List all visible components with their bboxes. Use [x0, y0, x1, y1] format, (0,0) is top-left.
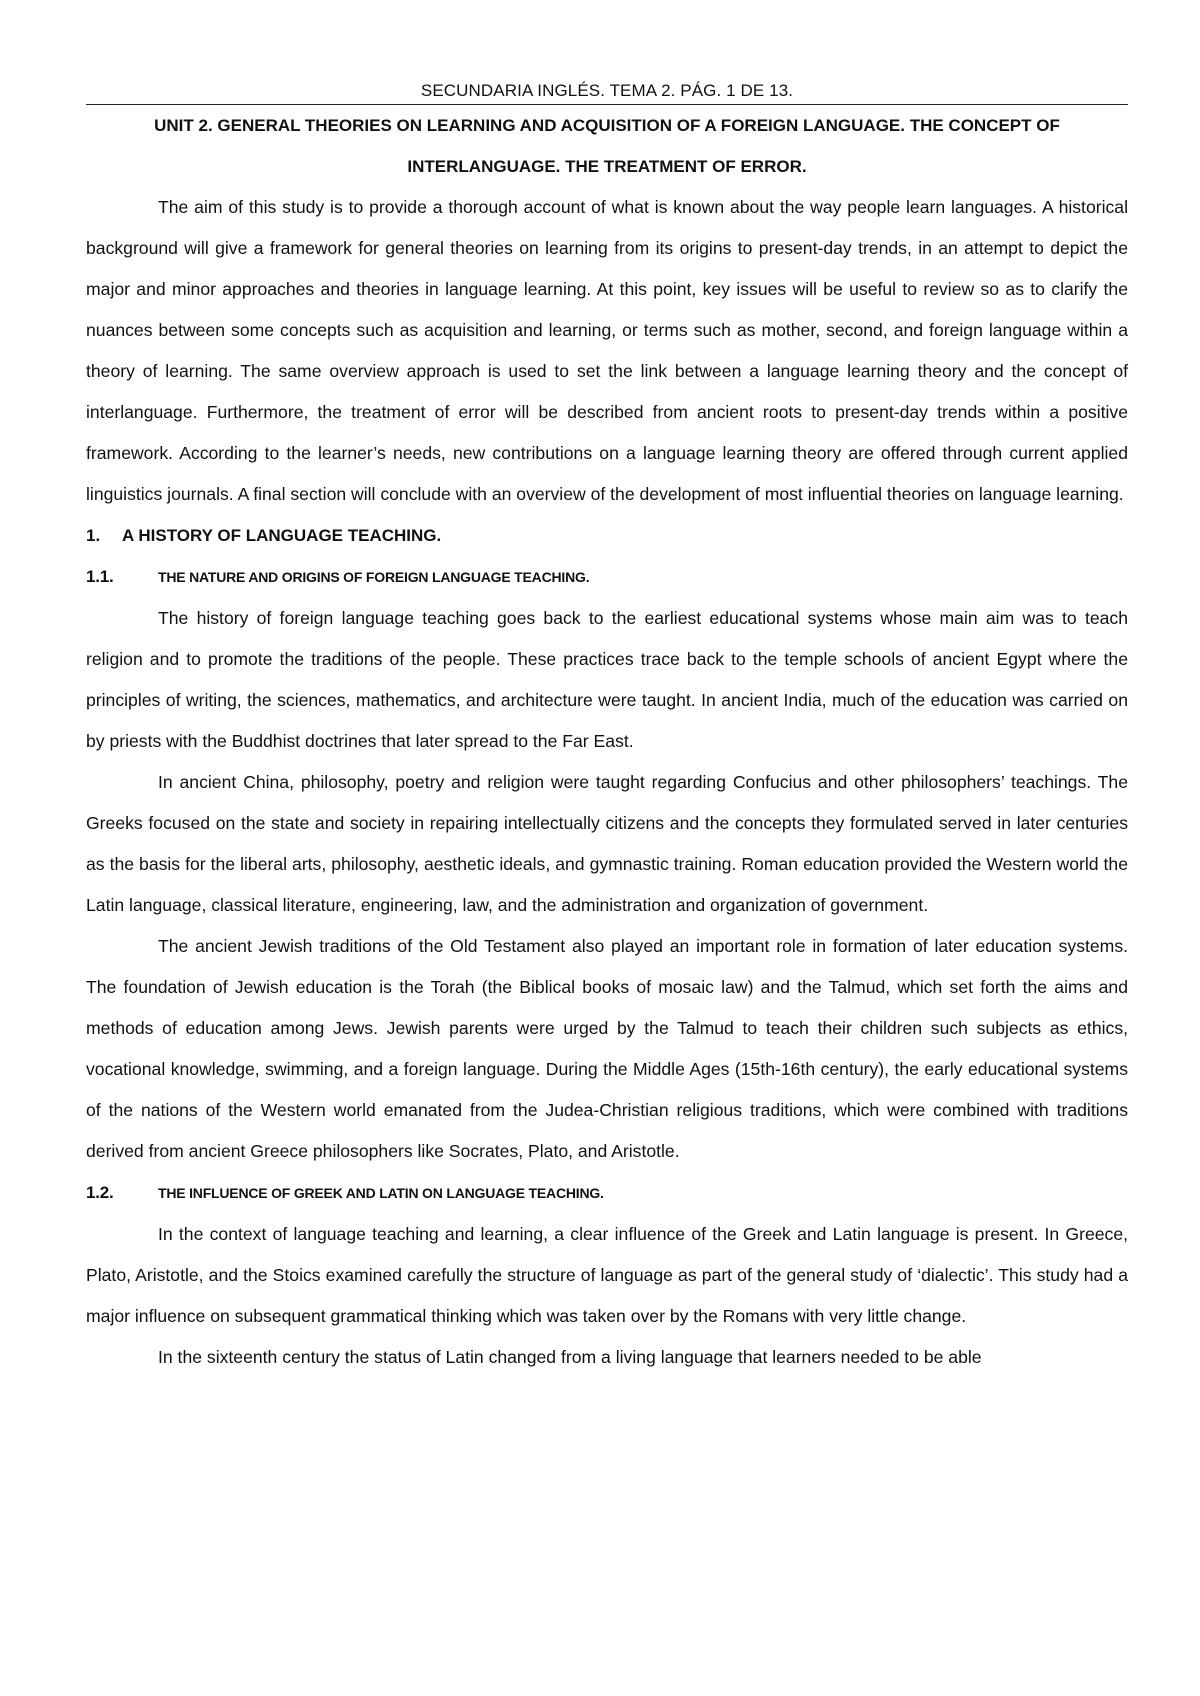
unit-title: UNIT 2. GENERAL THEORIES ON LEARNING AND ACQUISITION OF A FOREIGN LANGUAGE. THE CONCEPT OF INTERLANGUAGE. THE TREATMENT OF ERROR. [154, 116, 1060, 176]
subsection-heading-1-2 [86, 1172, 1128, 1214]
paragraph-greek-latin: In the context of language teaching and learning, a clear influence of the Greek and Latin language is present. In Greece, Plato, Aristotle, and the Stoics examined carefully the structure of language as part of the general study of ‘dialectic’. This study had a major influence on subsequent grammatical thinking which was taken over by the Romans with very little change. [86, 1224, 1128, 1326]
subsection-number: 1.2. [86, 1183, 114, 1202]
section-title: A HISTORY OF LANGUAGE TEACHING. [122, 526, 442, 545]
paragraph-china-greece-rome: In ancient China, philosophy, poetry and religion were taught regarding Confucius and other philosophers’ teachings. The Greeks focused on the state and society in repairing intellectually citizens and the concepts they formulated served in later centuries as the basis for the liberal arts, philosophy, aesthetic ideals, and gymnastic training. Roman education provided the Western world the Latin language, classical literature, engineering, law, and the administration and organization of government. [86, 772, 1128, 915]
section-number: 1. [86, 526, 101, 545]
running-header: SECUNDARIA INGLÉS. TEMA 2. PÁG. 1 DE 13. [86, 80, 1128, 105]
section-heading-1 [86, 515, 1128, 556]
paragraph-sixteenth-century: In the sixteenth century the status of Latin changed from a living language that learners needed to be able [158, 1347, 982, 1367]
intro-paragraph: The aim of this study is to provide a thorough account of what is known about the way people learn languages. A historical background will give a framework for general theories on learning from its origins to present-day trends, in an attempt to depict the major and minor approaches and theories in language learning. At this point, key issues will be useful to review so as to clarify the nuances between some concepts such as acquisition and learning, or terms such as mother, second, and foreign language within a theory of learning. The same overview approach is used to set the link between a language learning theory and the concept of interlanguage. Furthermore, the treatment of error will be described from ancient roots to present-day trends within a positive framework. According to the learner’s needs, new contributions on a language learning theory are offered through current applied linguistics journals. A final section will conclude with an overview of the development of most influential theories on language learning. [86, 197, 1128, 504]
paragraph-egypt-india: The history of foreign language teaching goes back to the earliest educational systems whose main aim was to teach religion and to promote the traditions of the people. These practices trace back to the temple schools of ancient Egypt where the principles of writing, the sciences, mathematics, and architecture were taught. In ancient India, much of the education was carried on by priests with the Buddhist doctrines that later spread to the Far East. [86, 608, 1128, 751]
subsection-heading-1-1 [86, 556, 1128, 598]
document-page [86, 80, 1128, 1378]
paragraph-jewish-middle-ages: The ancient Jewish traditions of the Old Testament also played an important role in formation of later education systems. The foundation of Jewish education is the Torah (the Biblical books of mosaic law) and the Talmud, which set forth the aims and methods of education among Jews. Jewish parents were urged by the Talmud to teach their children such subjects as ethics, vocational knowledge, swimming, and a foreign language. During the Middle Ages (15th-16th century), the early educational systems of the nations of the Western world emanated from the Judea-Christian religious traditions, which were combined with traditions derived from ancient Greece philosophers like Socrates, Plato, and Aristotle. [86, 936, 1128, 1161]
subsection-title: THE NATURE AND ORIGINS OF FOREIGN LANGUAGE TEACHING. [158, 569, 590, 585]
subsection-number: 1.1. [86, 567, 114, 586]
subsection-title: THE INFLUENCE OF GREEK AND LATIN ON LANGUAGE TEACHING. [158, 1185, 604, 1201]
